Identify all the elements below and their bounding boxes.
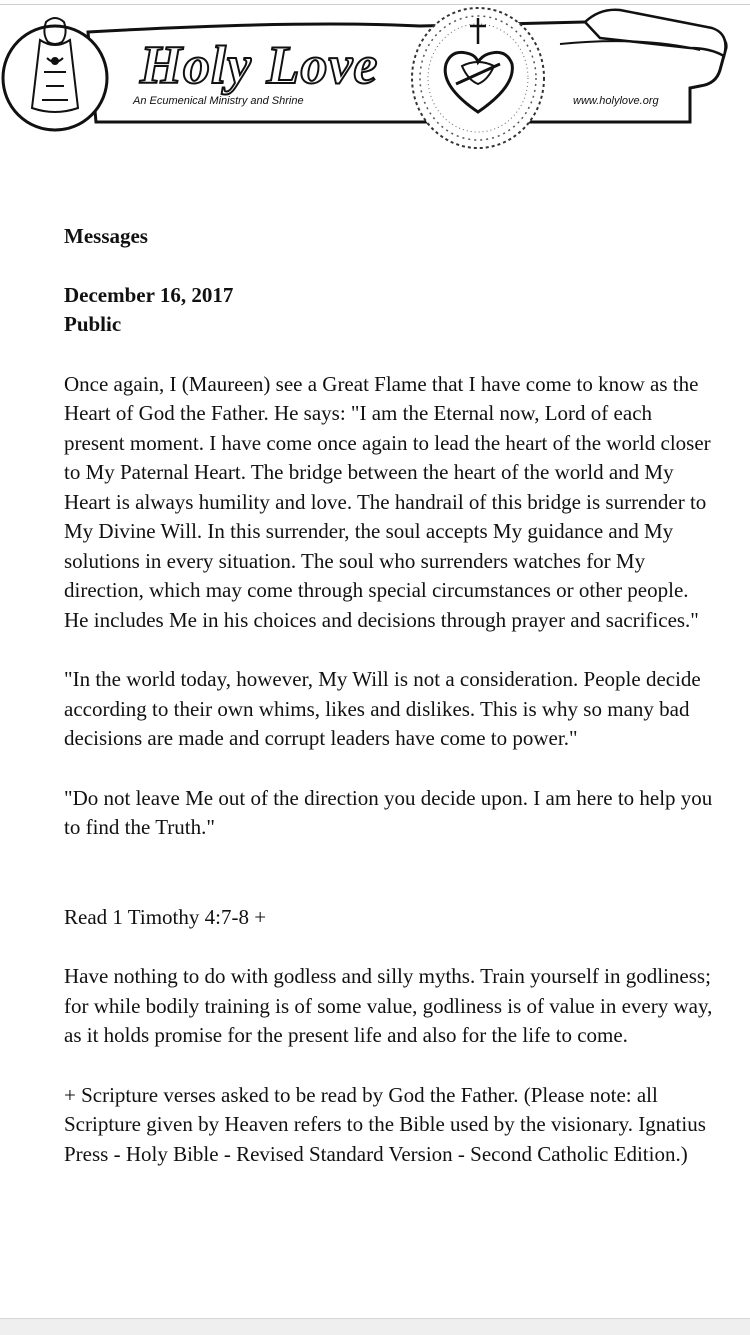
message-content [64, 222, 714, 1169]
holy-love-logo: Holy Love [140, 35, 379, 95]
bottom-toolbar [0, 1318, 750, 1335]
sacred-heart-wreath-icon [412, 8, 544, 148]
madonna-medallion-icon [3, 26, 107, 130]
message-paragraph-3: "Do not leave Me out of the direction you decide upon. I am here to help you to find the Truth." [64, 785, 713, 839]
holy-love-banner[interactable] [0, 0, 750, 165]
message-paragraph-1: Once again, I (Maureen) see a Great Flame that I have come to know as the Heart of God the Father. He says: "I am the Eternal now, Lord of each present moment. I have come once again to lead the heart of the world closer to My Paternal Heart. The bridge between the heart of the world and My Heart is always humility and love. The handrail of this bridge is surrender to My Divine Will. In this surrender, the soul accepts My guidance and My solutions in every situation. The soul who surrenders watches for My direction, which may come through special circumstances or other people. He includes Me in his choices and decisions through prayer and sacrifices." [64, 371, 711, 632]
message-visibility: Public [64, 312, 122, 336]
scripture-footnote: + Scripture verses asked to be read by God the Father. (Please note: all Scripture given by Heaven refers to the Bible used by the visionary. Ignatius Press - Holy Bible - Revised Standard Version - Second Catholic Edition.) [64, 1082, 706, 1166]
section-title: Messages [64, 224, 148, 248]
message-paragraph-2: "In the world today, however, My Will is not a consideration. People decide according to their own whims, likes and dislikes. This is why so many bad decisions are made and corrupt leaders have come to power." [64, 667, 701, 750]
message-date: December 16, 2017 [64, 282, 234, 307]
scripture-text: Have nothing to do with godless and silly myths. Train yourself in godliness; for while bodily training is of some value, godliness is of value in every way, as it holds promise for the present life and also for the life to come. [64, 964, 713, 1047]
ministry-tagline: An Ecumenical Ministry and Shrine [133, 95, 304, 107]
scripture-reference[interactable]: Read 1 Timothy 4:7-8 + [64, 904, 267, 929]
website-link[interactable]: www.holylove.org [573, 95, 659, 107]
